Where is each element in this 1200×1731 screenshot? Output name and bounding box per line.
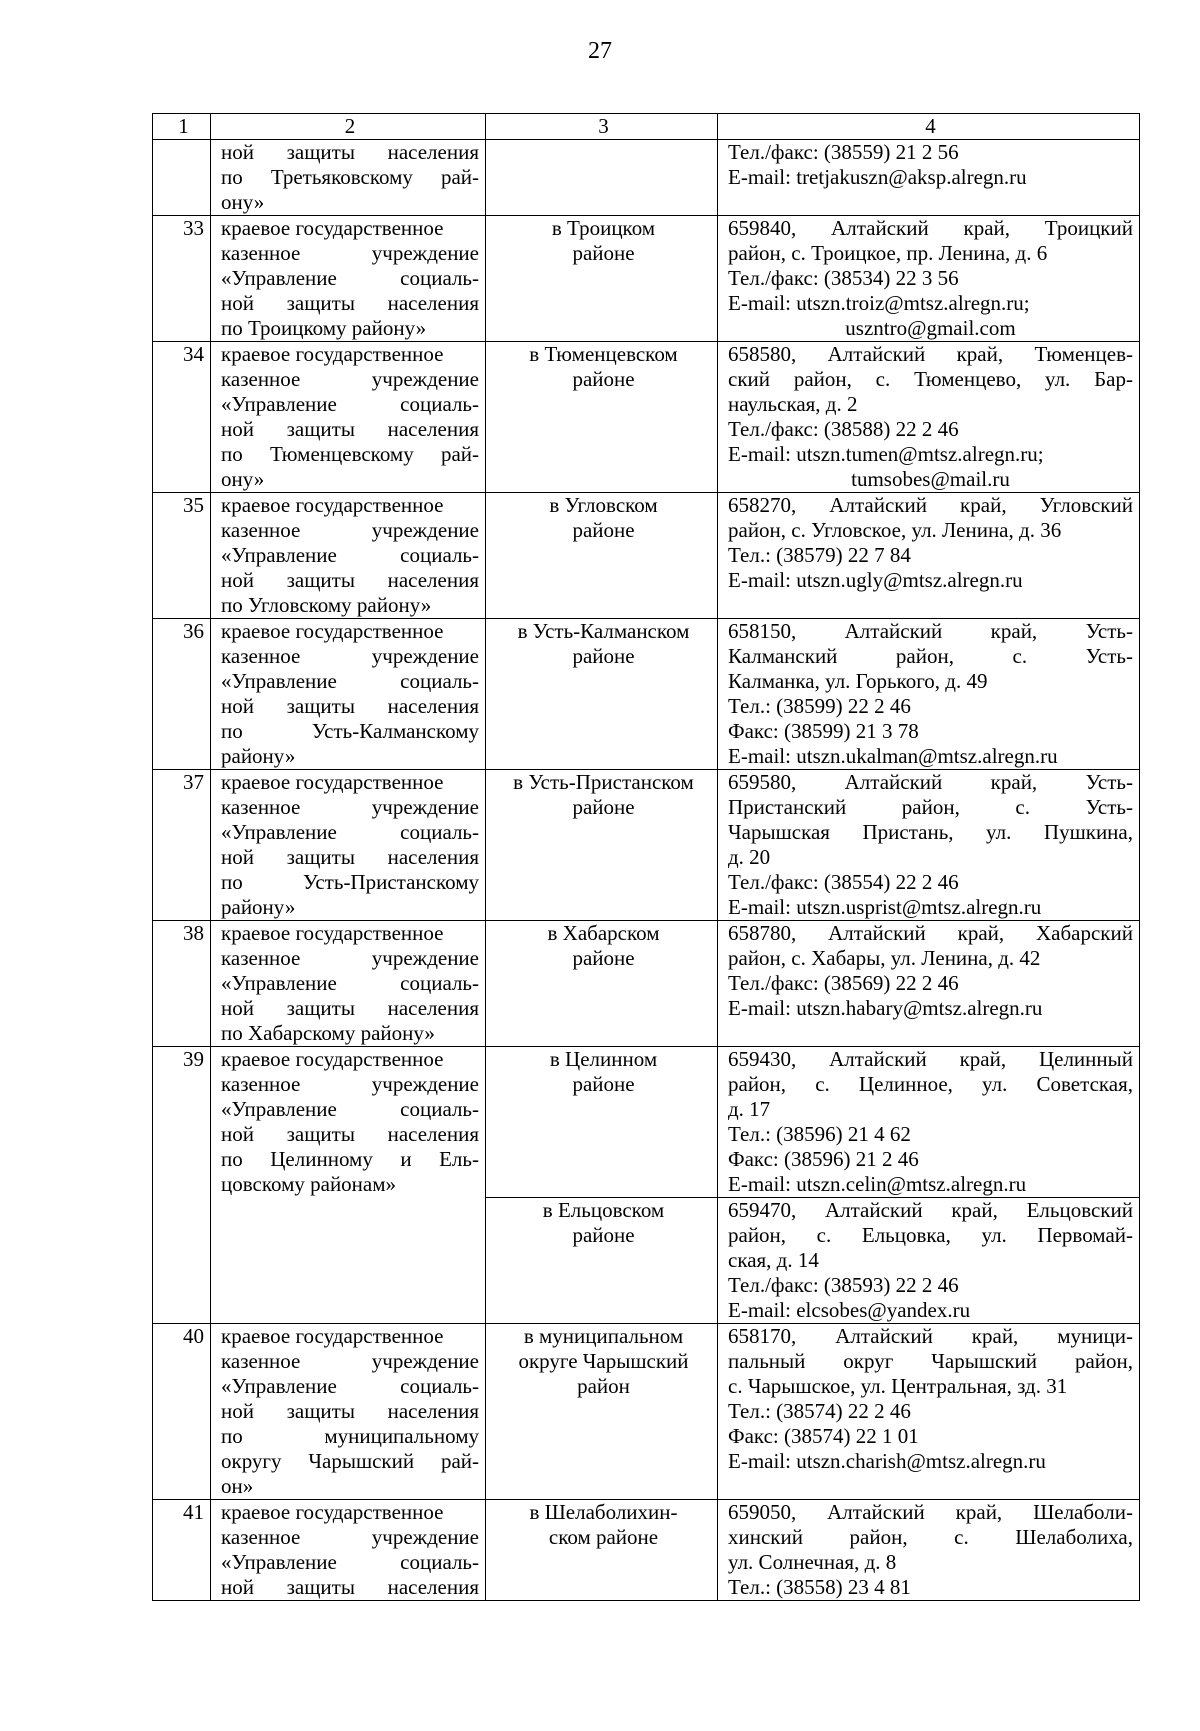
contacts-cell [718, 493, 1140, 619]
institution-line: цовскому районам» [221, 1172, 397, 1196]
institution-line: казенное учреждение [221, 1072, 479, 1096]
contact-line: Калманский район, с. Усть- [728, 644, 1133, 668]
institution-line: по Хабарскому району» [221, 1021, 435, 1045]
institution-line: «Управление социаль- [221, 392, 479, 416]
institution-line: ной защиты населения [221, 417, 479, 441]
institution-line: по Тюменцевскому рай- [221, 442, 479, 466]
contact-line: 658150, Алтайский край, Усть- [728, 619, 1133, 643]
header-row [153, 114, 1140, 140]
page-number: 27 [588, 38, 612, 64]
table-row [153, 1500, 1140, 1601]
institution-line: краевое государственное [221, 1047, 444, 1071]
institution-line: краевое государственное [221, 216, 444, 240]
district-cell [486, 140, 718, 216]
contact-line: 659840, Алтайский край, Троицкий [728, 216, 1133, 240]
institution-line: «Управление социаль- [221, 971, 479, 995]
institution-line: казенное учреждение [221, 367, 479, 391]
contact-line: 658580, Алтайский край, Тюменцев- [728, 342, 1133, 366]
institution-line: «Управление социаль- [221, 266, 479, 290]
district-cell [486, 1198, 718, 1324]
contact-line: Тел.: (38599) 22 2 46 [728, 694, 911, 718]
contact-line: Калманка, ул. Горького, д. 49 [728, 669, 988, 693]
district-cell [486, 493, 718, 619]
institution-line: ной защиты населения [221, 1122, 479, 1146]
contact-line: Факс: (38574) 22 1 01 [728, 1424, 919, 1448]
institution-line: ной защиты населения [221, 845, 479, 869]
column-header: 4 [718, 114, 1140, 140]
institution-line: краевое государственное [221, 342, 444, 366]
contact-line: хинский район, с. Шелаболиха, [728, 1525, 1133, 1549]
institution-line: по Усть-Калманскому [221, 719, 479, 743]
district-line: округе Чарышский [518, 1349, 689, 1373]
table-row [153, 1324, 1140, 1500]
district-line: районе [572, 946, 635, 970]
contact-line: район, с. Троицкое, пр. Ленина, д. 6 [728, 241, 1048, 265]
contact-line: E-mail: utszn.tumen@mtsz.alregn.ru; [728, 442, 1044, 466]
contact-line: 658270, Алтайский край, Угловский [728, 493, 1133, 517]
contact-line: E-mail: utszn.usprist@mtsz.alregn.ru [728, 895, 1042, 919]
institution-line: ной защиты населения [221, 1575, 479, 1599]
district-line: в Хабарском [547, 921, 660, 945]
institution-line: «Управление социаль- [221, 820, 479, 844]
institution-line: по муниципальному [221, 1424, 479, 1448]
row-number: 33 [153, 216, 211, 342]
institution-line: ону» [221, 467, 265, 491]
contact-line: ская, д. 14 [728, 1248, 819, 1272]
contact-line: 659050, Алтайский край, Шелаболи- [728, 1500, 1133, 1524]
institution-cell [211, 342, 486, 493]
institution-line: ной защиты населения [221, 694, 479, 718]
table-row [153, 770, 1140, 921]
institution-cell [211, 1500, 486, 1601]
institution-cell [211, 770, 486, 921]
institution-line: краевое государственное [221, 493, 444, 517]
institution-line: ной защиты населения [221, 1399, 479, 1423]
institution-line: казенное учреждение [221, 518, 479, 542]
institution-cell [211, 1324, 486, 1500]
institution-cell [211, 619, 486, 770]
institution-line: казенное учреждение [221, 946, 479, 970]
contacts-cell [718, 1198, 1140, 1324]
contact-line: 658780, Алтайский край, Хабарский [728, 921, 1133, 945]
institution-line: ной защиты населения [221, 291, 479, 315]
row-number: 37 [153, 770, 211, 921]
contacts-cell [718, 216, 1140, 342]
contacts-cell [718, 1324, 1140, 1500]
contact-line: Тел.: (38579) 22 7 84 [728, 543, 911, 567]
contact-line: д. 20 [728, 845, 771, 869]
institution-line: краевое государственное [221, 619, 444, 643]
contact-line: Тел.: (38574) 22 2 46 [728, 1399, 911, 1423]
institution-line: по Усть-Пристанскому [221, 870, 479, 894]
institution-line: краевое государственное [221, 921, 444, 945]
column-header: 1 [153, 114, 211, 140]
district-line: районе [572, 1223, 635, 1247]
row-number: 38 [153, 921, 211, 1047]
institution-line: казенное учреждение [221, 1525, 479, 1549]
district-line: в Ельцовском [542, 1198, 665, 1222]
institution-line: ной защиты населения [221, 140, 479, 164]
institution-line: ной защиты населения [221, 568, 479, 592]
institution-line: «Управление социаль- [221, 543, 479, 567]
table-row [153, 921, 1140, 1047]
district-line: в Усть-Калманском [517, 619, 690, 643]
district-cell [486, 770, 718, 921]
contact-line: tumsobes@mail.ru [851, 467, 1010, 491]
contact-line: Тел.: (38558) 23 4 81 [728, 1575, 911, 1599]
table-row [153, 619, 1140, 770]
district-cell [486, 619, 718, 770]
institutions-table [152, 113, 1140, 1601]
contacts-cell [718, 1500, 1140, 1601]
contact-line: Факс: (38599) 21 3 78 [728, 719, 919, 743]
contact-line: Тел./факс: (38534) 22 3 56 [728, 266, 959, 290]
contact-line: Пристанский район, с. Усть- [728, 795, 1133, 819]
institution-cell [211, 216, 486, 342]
contact-line: район, с. Ельцовка, ул. Первомай- [728, 1223, 1133, 1247]
contact-line: E-mail: elcsobes@yandex.ru [728, 1298, 971, 1322]
contact-line: E-mail: utszn.troiz@mtsz.alregn.ru; [728, 291, 1030, 315]
contact-line: Тел./факс: (38569) 22 2 46 [728, 971, 959, 995]
institution-line: району» [221, 895, 296, 919]
institution-line: краевое государственное [221, 1324, 444, 1348]
institution-line: «Управление социаль- [221, 1550, 479, 1574]
district-line: ском районе [548, 1525, 659, 1549]
row-number: 40 [153, 1324, 211, 1500]
contact-line: Тел./факс: (38559) 21 2 56 [728, 140, 959, 164]
contact-line: Тел./факс: (38588) 22 2 46 [728, 417, 959, 441]
contact-line: Чарышская Пристань, ул. Пушкина, [728, 820, 1133, 844]
institution-line: казенное учреждение [221, 1349, 479, 1373]
contacts-cell [718, 140, 1140, 216]
column-header: 3 [486, 114, 718, 140]
district-line: в Троицком [551, 216, 656, 240]
contact-line: Тел./факс: (38554) 22 2 46 [728, 870, 959, 894]
institution-line: краевое государственное [221, 1500, 444, 1524]
district-line: в Угловском [549, 493, 658, 517]
contact-line: пальный округ Чарышский район, [728, 1349, 1133, 1373]
contact-line: район, с. Целинное, ул. Советская, [728, 1072, 1133, 1096]
district-cell [486, 216, 718, 342]
contact-line: E-mail: utszn.habary@mtsz.alregn.ru [728, 996, 1043, 1020]
contact-line: наульская, д. 2 [728, 392, 858, 416]
contact-line: E-mail: tretjakuszn@aksp.alregn.ru [728, 165, 1027, 189]
institution-line: ону» [221, 190, 265, 214]
district-cell [486, 1324, 718, 1500]
contact-line: ул. Солнечная, д. 8 [728, 1550, 897, 1574]
institution-line: казенное учреждение [221, 795, 479, 819]
contact-line: 659470, Алтайский край, Ельцовский [728, 1198, 1133, 1222]
contact-line: район, с. Хабары, ул. Ленина, д. 42 [728, 946, 1041, 970]
institution-line: казенное учреждение [221, 241, 479, 265]
contacts-cell [718, 770, 1140, 921]
district-line: районе [572, 518, 635, 542]
district-line: в муниципальном [523, 1324, 684, 1348]
contacts-cell [718, 921, 1140, 1047]
institution-line: округу Чарышский рай- [221, 1449, 479, 1473]
institution-line: он» [221, 1474, 254, 1498]
institution-cell [211, 1047, 486, 1324]
institution-line: по Троицкому району» [221, 316, 427, 340]
institution-line: «Управление социаль- [221, 1374, 479, 1398]
institution-cell [211, 921, 486, 1047]
district-line: районе [572, 367, 635, 391]
district-line: в Шелаболихин- [529, 1500, 678, 1524]
table-row [153, 1047, 1140, 1198]
contact-line: ский район, с. Тюменцево, ул. Бар- [728, 367, 1133, 391]
district-line: районе [572, 644, 635, 668]
contact-line: Тел.: (38596) 21 4 62 [728, 1122, 911, 1146]
institution-line: казенное учреждение [221, 644, 479, 668]
institution-cell [211, 140, 486, 216]
contact-line: E-mail: utszn.ukalman@mtsz.alregn.ru [728, 744, 1058, 768]
table-row [153, 342, 1140, 493]
district-line: районе [572, 1072, 635, 1096]
institution-line: по Целинному и Ель- [221, 1147, 479, 1171]
district-cell [486, 1500, 718, 1601]
contact-line: E-mail: utszn.celin@mtsz.alregn.ru [728, 1172, 1027, 1196]
district-line: в Целинном [549, 1047, 658, 1071]
contacts-cell [718, 1047, 1140, 1198]
institution-line: по Третьяковскому рай- [221, 165, 479, 189]
contact-line: 658170, Алтайский край, муници- [728, 1324, 1133, 1348]
column-header: 2 [211, 114, 486, 140]
table-row [153, 493, 1140, 619]
row-number: 36 [153, 619, 211, 770]
institution-line: району» [221, 744, 296, 768]
district-cell [486, 921, 718, 1047]
table-row-continuation [153, 140, 1140, 216]
row-number: 41 [153, 1500, 211, 1601]
district-line: в Усть-Пристанском [513, 770, 694, 794]
row-number: 39 [153, 1047, 211, 1324]
district-line: районе [572, 241, 635, 265]
row-number: 34 [153, 342, 211, 493]
contact-line: Факс: (38596) 21 2 46 [728, 1147, 919, 1171]
district-cell [486, 342, 718, 493]
row-number: 35 [153, 493, 211, 619]
table-row [153, 216, 1140, 342]
institution-line: «Управление социаль- [221, 1097, 479, 1121]
district-line: район [577, 1374, 630, 1398]
contact-line: район, с. Угловское, ул. Ленина, д. 36 [728, 518, 1062, 542]
contact-line: uszntro@gmail.com [845, 316, 1016, 340]
contact-line: с. Чарышское, ул. Центральная, зд. 31 [728, 1374, 1068, 1398]
institution-line: ной защиты населения [221, 996, 479, 1020]
institution-line: краевое государственное [221, 770, 444, 794]
contact-line: E-mail: utszn.ugly@mtsz.alregn.ru [728, 568, 1023, 592]
contacts-cell [718, 342, 1140, 493]
contact-line: д. 17 [728, 1097, 771, 1121]
contact-line: E-mail: utszn.charish@mtsz.alregn.ru [728, 1449, 1046, 1473]
contact-line: Тел./факс: (38593) 22 2 46 [728, 1273, 959, 1297]
district-line: районе [572, 795, 635, 819]
row-number [153, 140, 211, 216]
contact-line: 659430, Алтайский край, Целинный [728, 1047, 1133, 1071]
contact-line: 659580, Алтайский край, Усть- [728, 770, 1133, 794]
district-line: в Тюменцевском [529, 342, 678, 366]
institution-line: по Угловскому району» [221, 593, 432, 617]
district-cell [486, 1047, 718, 1198]
institution-cell [211, 493, 486, 619]
contacts-cell [718, 619, 1140, 770]
institution-line: «Управление социаль- [221, 669, 479, 693]
